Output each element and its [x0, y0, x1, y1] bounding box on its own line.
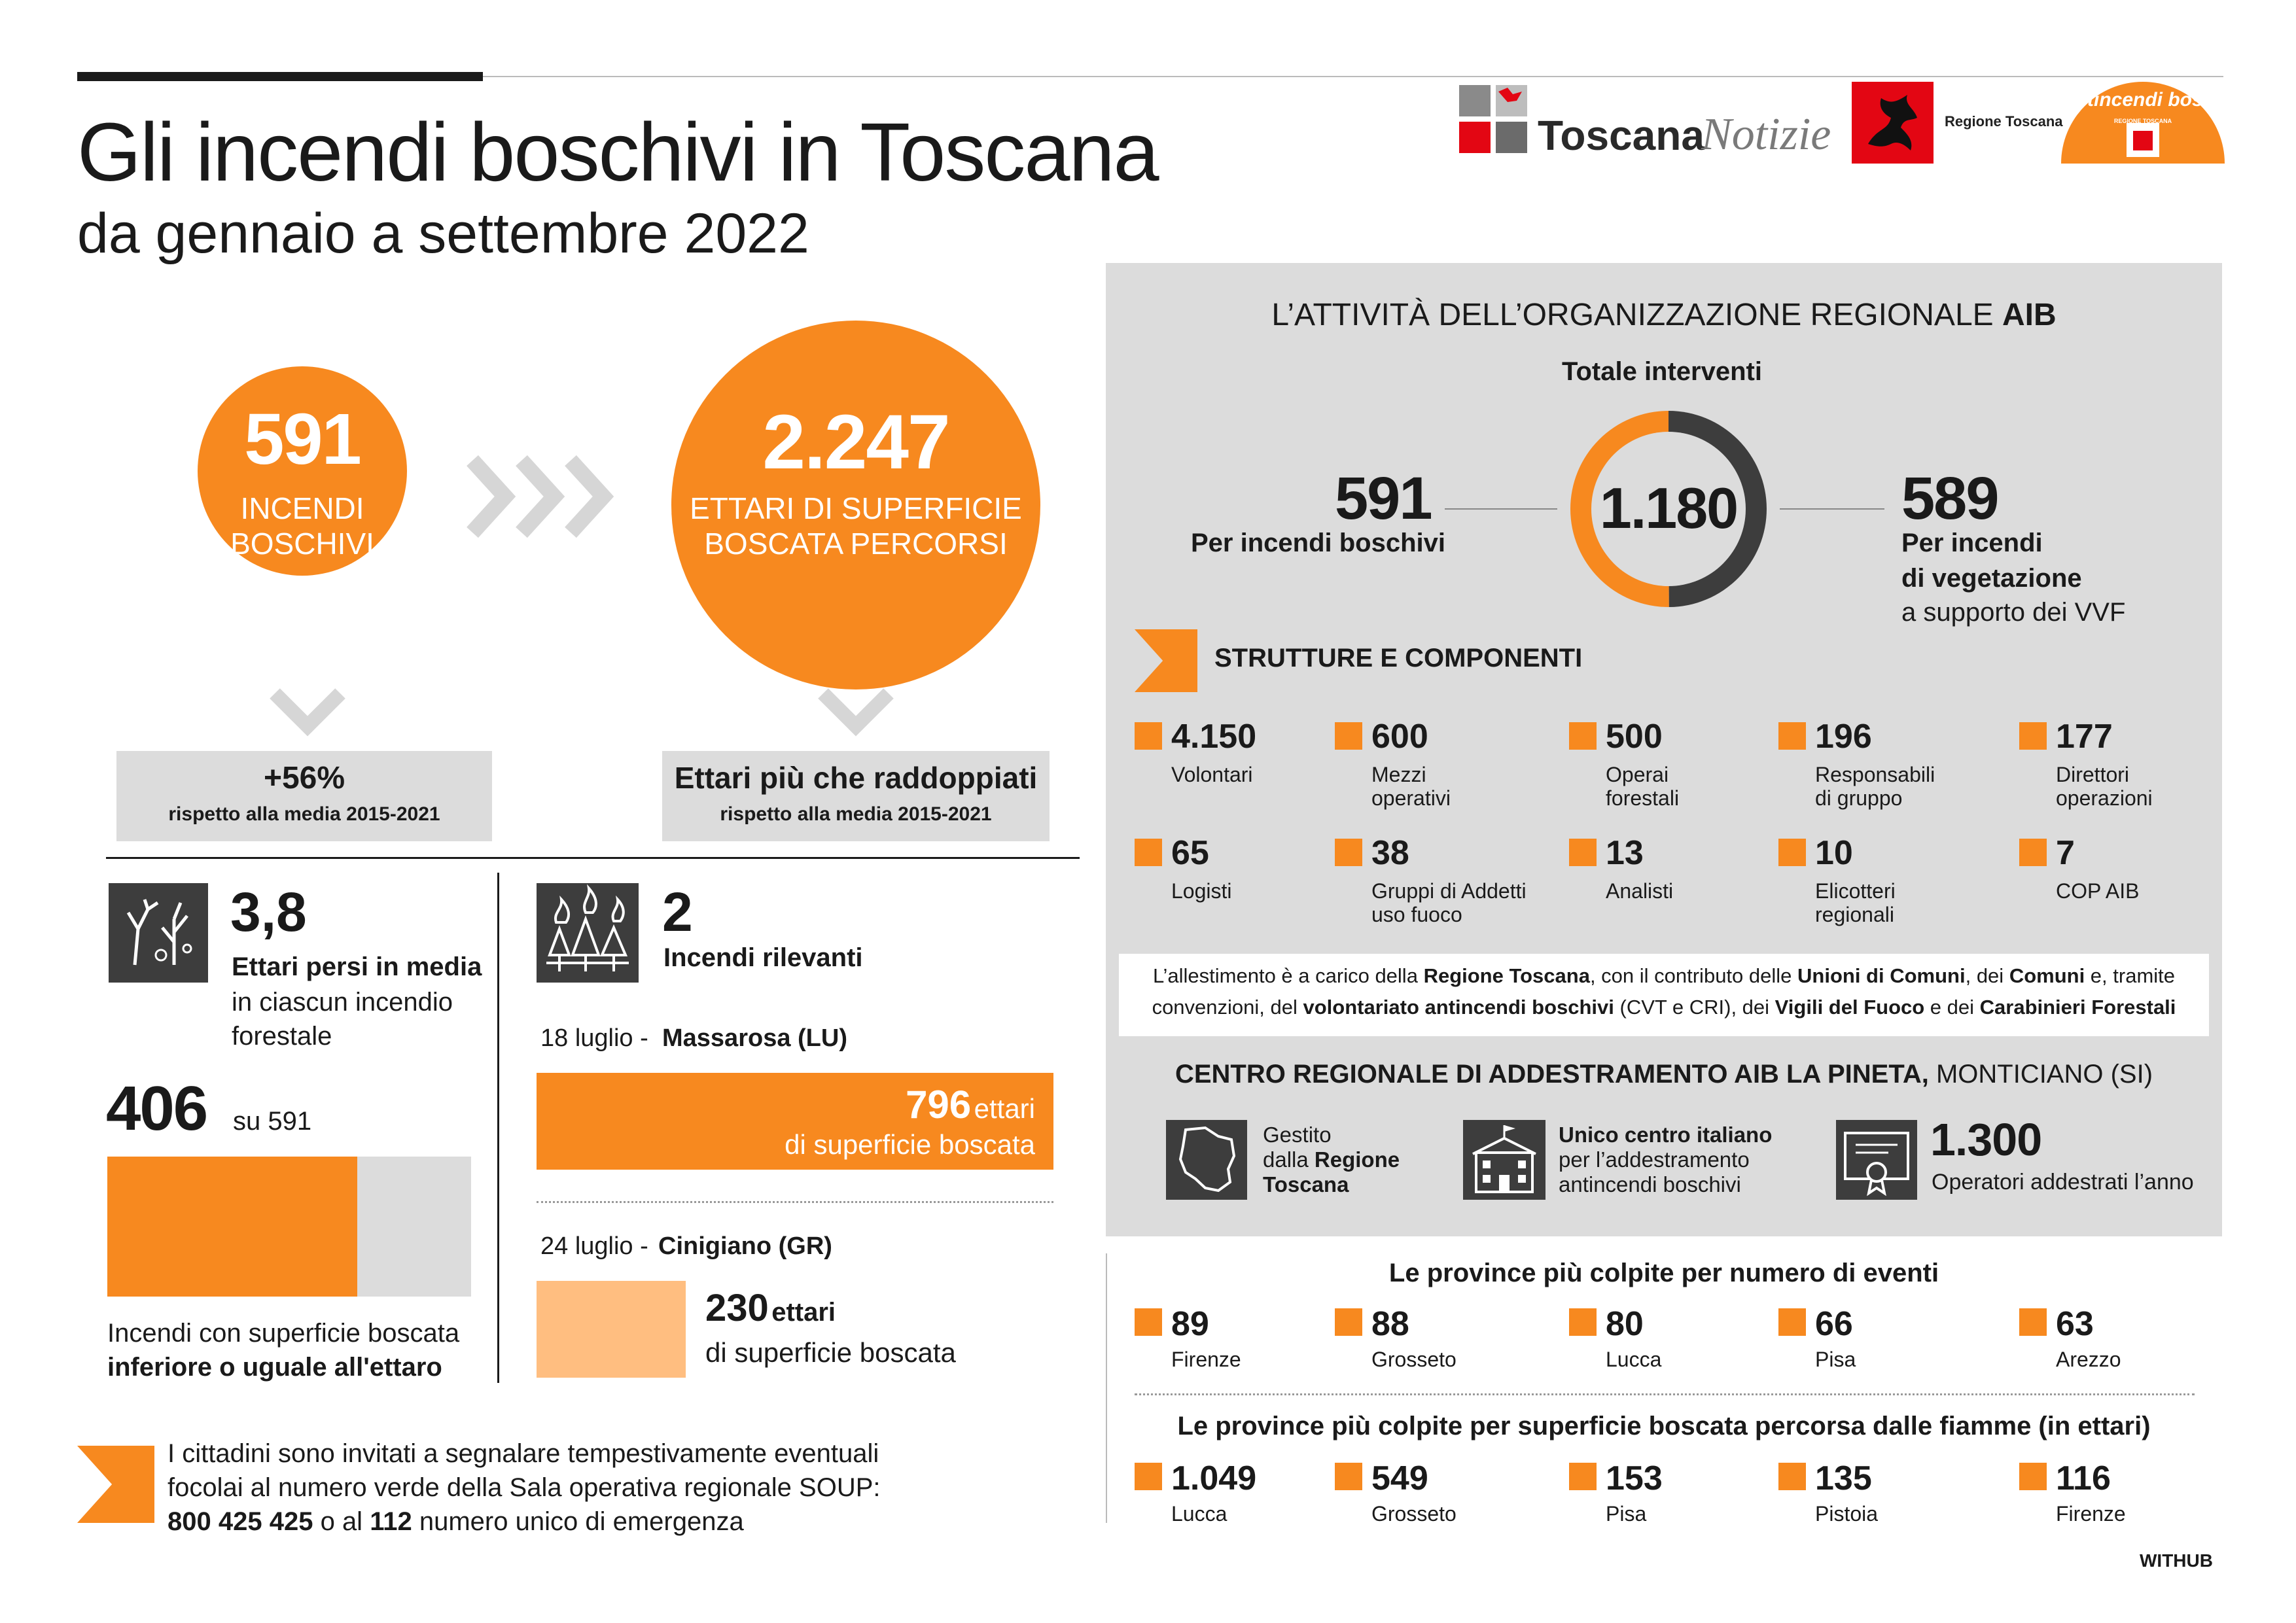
- structures-heading: STRUTTURE E COMPONENTI: [1214, 644, 1583, 672]
- event-2-unit: ettari: [771, 1298, 836, 1327]
- structure-value: 38: [1371, 834, 1409, 872]
- provinces-area-heading: Le province più colpite per superficie boscata percorsa dalle fiamme (in ettari): [1177, 1412, 2151, 1440]
- event-1-value: 796: [906, 1083, 972, 1126]
- province-name: Pisa: [1606, 1502, 1647, 1526]
- toscana-notizie-logo: [1459, 85, 1839, 164]
- structure-label-1: Elicotteri: [1815, 879, 1896, 903]
- structure-value: 177: [2056, 718, 2113, 756]
- aib-badge-small: REGIONE TOSCANA: [2113, 118, 2172, 124]
- notizie-wordmark: Notizie: [1701, 109, 1831, 160]
- province-name: Firenze: [2056, 1502, 2126, 1526]
- page-title: Gli incendi boschivi in Toscana: [77, 106, 1158, 198]
- funding-t1: L’allestimento è a carico della: [1152, 964, 1424, 987]
- soup-phone: 800 425 425: [168, 1507, 313, 1536]
- event-2-date: 24 luglio -: [540, 1232, 648, 1260]
- province-marker: [1335, 1463, 1362, 1490]
- emergency-number: 112: [370, 1507, 412, 1536]
- title-accent-bar: [77, 72, 483, 81]
- small-fires-line-2: inferiore o uguale all'ettaro: [107, 1353, 442, 1382]
- event-2-place: Cinigiano (GR): [658, 1232, 832, 1260]
- funding-line-1: [1119, 964, 2209, 988]
- forest-fire-icon: [537, 883, 639, 983]
- certificate-icon: [1836, 1120, 1917, 1200]
- province-value: 89: [1171, 1305, 1209, 1343]
- aib-heading-text: L’ATTIVITÀ DELL’ORGANIZZAZIONE REGIONALE: [1271, 298, 1994, 332]
- center-1-dalla: dalla: [1263, 1147, 1309, 1172]
- vegetation-label-3: a supporto dei VVF: [1901, 598, 2126, 627]
- center-2-line-1: Unico centro italiano: [1559, 1123, 1773, 1147]
- hectares-delta-box: [662, 751, 1050, 841]
- fires-delta-box: [116, 751, 492, 841]
- aib-badge-text: Antincendi boschivi: [2061, 89, 2248, 111]
- structure-marker: [1569, 722, 1597, 750]
- hectares-circle: [671, 321, 1040, 689]
- structure-label-2: operazioni: [2056, 786, 2153, 810]
- structure-value: 4.150: [1171, 718, 1257, 756]
- avg-loss-line-2: in ciascun incendio: [232, 988, 453, 1017]
- center-3-value: 1.300: [1930, 1114, 2042, 1165]
- structure-label-2: regionali: [1815, 903, 1894, 926]
- forest-interventions-value: 591: [1335, 465, 1432, 532]
- relevant-label: Incendi rilevanti: [663, 943, 863, 972]
- training-center-heading: [1106, 1060, 2222, 1089]
- structure-value: 7: [2056, 834, 2075, 872]
- provinces-events-heading: Le province più colpite per numero di eventi: [1388, 1259, 1939, 1287]
- center-2-line-3: antincendi boschivi: [1559, 1172, 1741, 1196]
- province-value: 1.049: [1171, 1459, 1257, 1497]
- structure-marker: [1569, 839, 1597, 866]
- small-fires-value: 406: [106, 1073, 207, 1143]
- small-fires-of: su 591: [233, 1107, 312, 1136]
- regione-toscana-label: Regione Toscana: [1945, 113, 2063, 130]
- note-line-1: I cittadini sono invitati a segnalare tempestivamente eventuali: [168, 1439, 879, 1468]
- province-marker: [1135, 1308, 1162, 1336]
- structure-marker: [1135, 839, 1162, 866]
- province-name: Pisa: [1815, 1348, 1856, 1371]
- hectares-delta-value: Ettari più che raddoppiati: [674, 761, 1038, 795]
- funding-t5: convenzioni, del: [1152, 996, 1303, 1019]
- small-fires-line-1: Incendi con superficie boscata: [107, 1319, 460, 1348]
- province-value: 63: [2056, 1305, 2094, 1343]
- total-interventions-label: Totale interventi: [1562, 357, 1762, 386]
- structure-marker: [1335, 839, 1362, 866]
- note-or: o al: [320, 1507, 363, 1536]
- event-1-desc: di superficie boscata: [785, 1129, 1035, 1160]
- donut-left-connector: [1445, 508, 1557, 510]
- vegetation-label-2: di vegetazione: [1901, 564, 2082, 593]
- structure-label-1: Direttori: [2056, 763, 2130, 786]
- province-marker: [1335, 1308, 1362, 1336]
- funding-b4: volontariato antincendi boschivi: [1303, 996, 1614, 1019]
- structure-value: 65: [1171, 834, 1209, 872]
- funding-line-2: [1119, 996, 2209, 1019]
- province-value: 549: [1371, 1459, 1428, 1497]
- center-1-line-2: [1263, 1147, 1400, 1172]
- structure-label-1: Analisti: [1606, 879, 1674, 903]
- structure-label-1: Operai: [1606, 763, 1669, 786]
- note-line-3: [168, 1507, 744, 1537]
- antincendi-badge: [2061, 79, 2248, 164]
- structure-value: 13: [1606, 834, 1644, 872]
- funding-b5: Vigili del Fuoco: [1775, 996, 1925, 1019]
- funding-t7: e dei: [1924, 996, 1980, 1019]
- training-center-name: CENTRO REGIONALE DI ADDESTRAMENTO AIB LA PINETA,: [1174, 1060, 1929, 1089]
- structure-marker: [1778, 839, 1806, 866]
- dotted-divider: [537, 1201, 1053, 1203]
- funding-t3: , dei: [1965, 964, 2009, 987]
- tuscany-map-icon: [1166, 1120, 1247, 1200]
- center-1-regione: Regione: [1314, 1147, 1400, 1172]
- funding-b1: Regione Toscana: [1423, 964, 1590, 987]
- vegetation-interventions-value: 589: [1901, 465, 1998, 532]
- event-2-bar: [537, 1281, 686, 1378]
- donut-right-connector: [1780, 508, 1884, 510]
- chevron-down-icon: [268, 687, 347, 739]
- province-marker: [1778, 1308, 1806, 1336]
- province-value: 116: [2056, 1459, 2111, 1497]
- structure-label-1: Logisti: [1171, 879, 1232, 903]
- province-marker: [1569, 1463, 1597, 1490]
- province-name: Lucca: [1171, 1502, 1227, 1526]
- chevron-down-icon: [817, 687, 895, 739]
- province-name: Arezzo: [2056, 1348, 2121, 1371]
- structure-label-2: forestali: [1606, 786, 1680, 810]
- funding-b6: Carabinieri Forestali: [1979, 996, 2176, 1019]
- top-rule: [483, 76, 2223, 77]
- total-interventions-value: 1.180: [1599, 476, 1738, 540]
- relevant-value: 2: [662, 881, 693, 943]
- structure-label-2: di gruppo: [1815, 786, 1903, 810]
- event-2-value: 230: [705, 1287, 769, 1329]
- structure-marker: [2019, 722, 2047, 750]
- funding-b3: Comuni: [2009, 964, 2085, 987]
- province-value: 88: [1371, 1305, 1409, 1343]
- fires-label-1: INCENDI: [240, 491, 364, 525]
- event-2-value-wrap: [705, 1286, 836, 1330]
- note-marker: [77, 1446, 154, 1523]
- aib-heading-bold: AIB: [2002, 298, 2057, 332]
- structure-label-1: Gruppi di Addetti: [1371, 879, 1527, 903]
- center-1-line-3: Toscana: [1263, 1172, 1349, 1196]
- emergency-note: numero unico di emergenza: [419, 1507, 744, 1536]
- aib-heading: [1106, 297, 2222, 333]
- avg-loss-value: 3,8: [230, 881, 307, 943]
- province-name: Pistoia: [1815, 1502, 1879, 1526]
- fires-delta-note: rispetto alla media 2015-2021: [168, 803, 440, 825]
- training-center-place: MONTICIANO (SI): [1928, 1060, 2153, 1089]
- event-2-desc: di superficie boscata: [705, 1337, 956, 1368]
- province-name: Firenze: [1171, 1348, 1241, 1371]
- funding-b2: Unioni di Comuni: [1797, 964, 1966, 987]
- avg-loss-line-3: forestale: [232, 1022, 332, 1051]
- structure-value: 196: [1815, 718, 1872, 756]
- province-value: 153: [1606, 1459, 1663, 1497]
- hectares-label-2: BOSCATA PERCORSI: [704, 527, 1008, 561]
- province-name: Grosseto: [1371, 1502, 1457, 1526]
- event-1-bar: [537, 1073, 1053, 1170]
- event-1-date: 18 luglio -: [540, 1024, 648, 1052]
- school-building-icon: [1463, 1120, 1545, 1200]
- structure-label-1: Volontari: [1171, 763, 1253, 786]
- fires-delta-value: +56%: [263, 761, 345, 795]
- chevrons-right-icon: [466, 454, 616, 539]
- structure-label-2: uso fuoco: [1371, 903, 1462, 926]
- structure-value: 600: [1371, 718, 1428, 756]
- structure-marker: [1135, 722, 1162, 750]
- column-divider: [497, 873, 499, 1383]
- fires-label-2: BOSCHIVI: [230, 527, 374, 561]
- structure-label-1: COP AIB: [2056, 879, 2140, 903]
- hectares-value: 2.247: [762, 399, 949, 485]
- province-marker: [1778, 1463, 1806, 1490]
- province-value: 66: [1815, 1305, 1853, 1343]
- provinces-divider: [1106, 1253, 1107, 1523]
- center-2-line-2: per l’addestramento: [1559, 1147, 1750, 1172]
- burnt-tree-icon: [109, 883, 208, 983]
- fires-value: 591: [244, 399, 361, 480]
- structure-marker: [1778, 722, 1806, 750]
- structure-value: 10: [1815, 834, 1853, 872]
- regione-toscana-logo: [1852, 82, 2063, 164]
- event-1-unit: ettari: [974, 1093, 1035, 1124]
- vegetation-label-1: Per incendi: [1901, 529, 2043, 557]
- structure-label-1: Responsabili: [1815, 763, 1935, 786]
- province-marker: [1135, 1463, 1162, 1490]
- structure-marker: [2019, 839, 2047, 866]
- province-name: Lucca: [1606, 1348, 1662, 1371]
- center-1-line-1: Gestito: [1263, 1123, 1332, 1147]
- fires-circle: [198, 366, 407, 576]
- small-fires-bar: [107, 1157, 471, 1297]
- note-line-2: focolai al numero verde della Sala operativa regionale SOUP:: [168, 1473, 881, 1502]
- structure-marker: [1335, 722, 1362, 750]
- event-1-place: Massarosa (LU): [662, 1024, 847, 1052]
- avg-loss-line-1: Ettari persi in media: [232, 952, 482, 981]
- province-value: 80: [1606, 1305, 1644, 1343]
- toscana-wordmark: Toscana: [1538, 112, 1704, 159]
- province-marker: [2019, 1308, 2047, 1336]
- province-marker: [2019, 1463, 2047, 1490]
- funding-t6: (CVT e CRI), dei: [1614, 996, 1775, 1019]
- forest-interventions-label: Per incendi boschivi: [1191, 529, 1446, 557]
- structure-label-2: operativi: [1371, 786, 1451, 810]
- province-name: Grosseto: [1371, 1348, 1457, 1371]
- hectares-label-1: ETTARI DI SUPERFICIE: [690, 491, 1022, 525]
- funding-t4: e, tramite: [2085, 964, 2176, 987]
- structure-label-1: Mezzi: [1371, 763, 1426, 786]
- pegasus-icon: [1852, 82, 1934, 164]
- center-3-label: Operatori addestrati l’anno: [1932, 1170, 2194, 1195]
- section-rule: [106, 857, 1080, 859]
- tn-mark-icon: [1459, 85, 1531, 157]
- province-marker: [1569, 1308, 1597, 1336]
- credit: WITHUB: [2140, 1550, 2213, 1571]
- hectares-delta-note: rispetto alla media 2015-2021: [720, 803, 992, 825]
- province-value: 135: [1815, 1459, 1872, 1497]
- provinces-dotted-divider: [1135, 1393, 2195, 1395]
- funding-t2: , con il contributo delle: [1589, 964, 1798, 987]
- page-subtitle: da gennaio a settembre 2022: [77, 202, 809, 265]
- small-fires-bar-fill: [107, 1157, 357, 1297]
- structure-value: 500: [1606, 718, 1663, 756]
